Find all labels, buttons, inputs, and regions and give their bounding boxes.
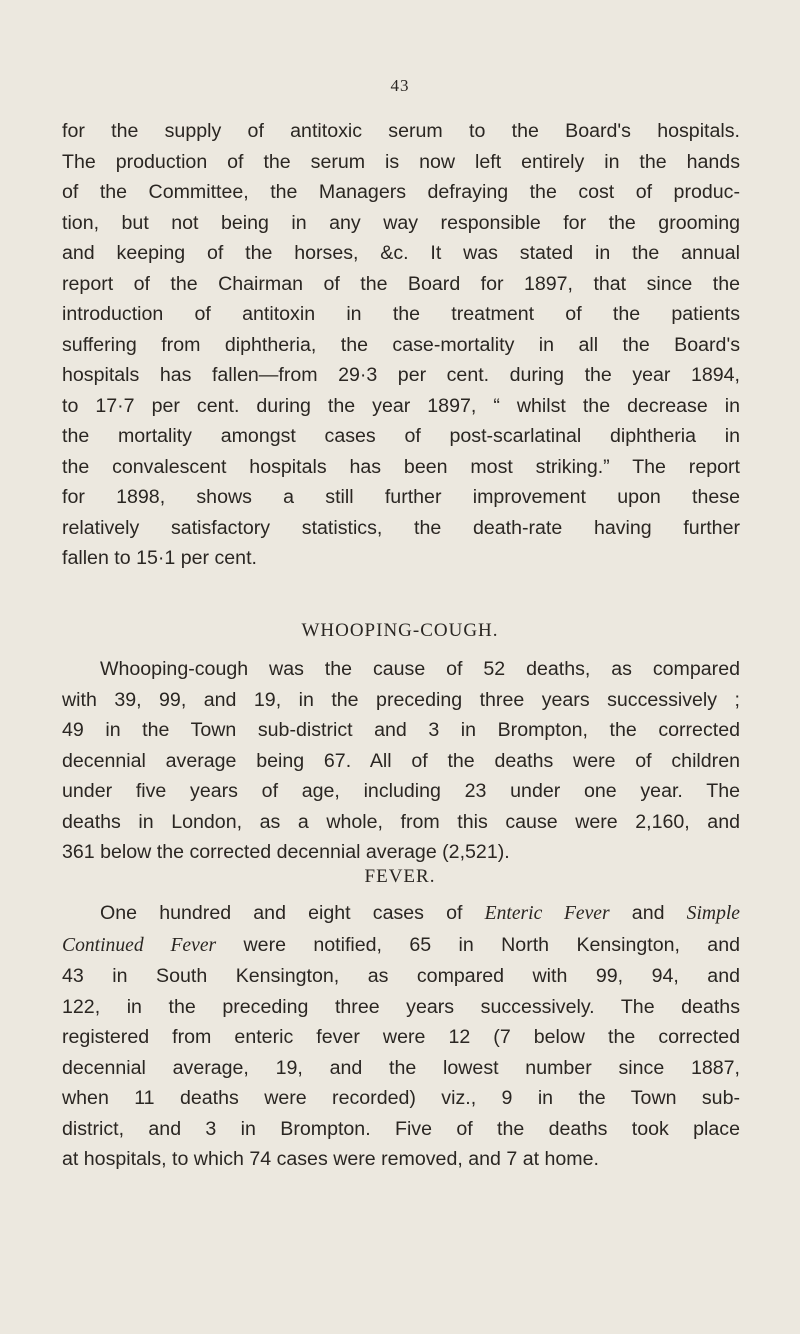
- text-line: registered from enteric fever were 12 (7 below the corrected: [62, 1026, 740, 1048]
- text-line: hospitals has fallen—from 29·3 per cent. during the year 1894,: [62, 364, 740, 386]
- text-line: and keeping of the horses, &c. It was stated in the annual: [62, 242, 740, 264]
- text-line: The production of the serum is now left entirely in the hands: [62, 150, 740, 173]
- page-number: 43: [390, 76, 410, 95]
- italic-term-continued-fever: Continued Fever: [62, 934, 217, 956]
- text-run: and: [609, 902, 687, 924]
- section-heading-whooping-cough: WHOOPING-COUGH.: [301, 620, 499, 641]
- text-run: One hundred and eight cases of: [100, 902, 485, 924]
- text-line: suffering from diphtheria, the case-mortality in all the Board's: [62, 333, 740, 356]
- italic-term-simple: Simple: [686, 903, 740, 924]
- text-line: 122, in the preceding three years successively. The deaths: [62, 995, 740, 1018]
- text-line: at hospitals, to which 74 cases were removed, and 7 at home.: [62, 1148, 599, 1170]
- text-line: to 17·7 per cent. during the year 1897, “ whilst the decrease in: [62, 394, 740, 417]
- paragraph-fever: [62, 898, 740, 1175]
- text-line: Whooping-cough was the cause of 52 deaths, as compared: [100, 658, 740, 680]
- text-line: report of the Chairman of the Board for 1897, that since the: [62, 272, 740, 295]
- text-line: of the Committee, the Managers defraying the cost of produc-: [62, 181, 740, 203]
- text-line: 361 below the corrected decennial average (2,521).: [62, 841, 510, 863]
- text-line: with 39, 99, and 19, in the preceding three years successively ;: [62, 688, 740, 711]
- text-line: [62, 930, 740, 962]
- text-line: 49 in the Town sub-district and 3 in Brompton, the corrected: [62, 719, 740, 741]
- paragraph-antitoxin: [62, 116, 740, 574]
- text-line: introduction of antitoxin in the treatment of the patients: [62, 303, 740, 325]
- text-line: fallen to 15·1 per cent.: [62, 547, 257, 569]
- text-line: under five years of age, including 23 under one year. The: [62, 780, 740, 802]
- text-line: relatively satisfactory statistics, the death-rate having further: [62, 516, 740, 539]
- section-heading-fever: FEVER.: [364, 866, 436, 887]
- paragraph-whooping-cough: [62, 654, 740, 868]
- text-run: were notified, 65 in North Kensington, and: [216, 933, 740, 956]
- text-line: district, and 3 in Brompton. Five of the deaths took place: [62, 1117, 740, 1140]
- text-line: [62, 898, 740, 930]
- text-line: 43 in South Kensington, as compared with 99, 94, and: [62, 965, 740, 987]
- text-line: when 11 deaths were recorded) viz., 9 in the Town sub-: [62, 1087, 740, 1109]
- text-line: tion, but not being in any way responsible for the grooming: [62, 211, 740, 234]
- text-line: decennial average, 19, and the lowest number since 1887,: [62, 1056, 740, 1079]
- text-line: deaths in London, as a whole, from this cause were 2,160, and: [62, 810, 740, 833]
- italic-term-enteric-fever: Enteric Fever: [484, 903, 610, 924]
- text-line: the mortality amongst cases of post-scarlatinal diphtheria in: [62, 425, 740, 447]
- text-line: for 1898, shows a still further improvement upon these: [62, 486, 740, 508]
- text-line: decennial average being 67. All of the deaths were of children: [62, 749, 740, 772]
- text-line: the convalescent hospitals has been most striking.” The report: [62, 455, 740, 478]
- text-line: for the supply of antitoxic serum to the Board's hospitals.: [62, 120, 740, 142]
